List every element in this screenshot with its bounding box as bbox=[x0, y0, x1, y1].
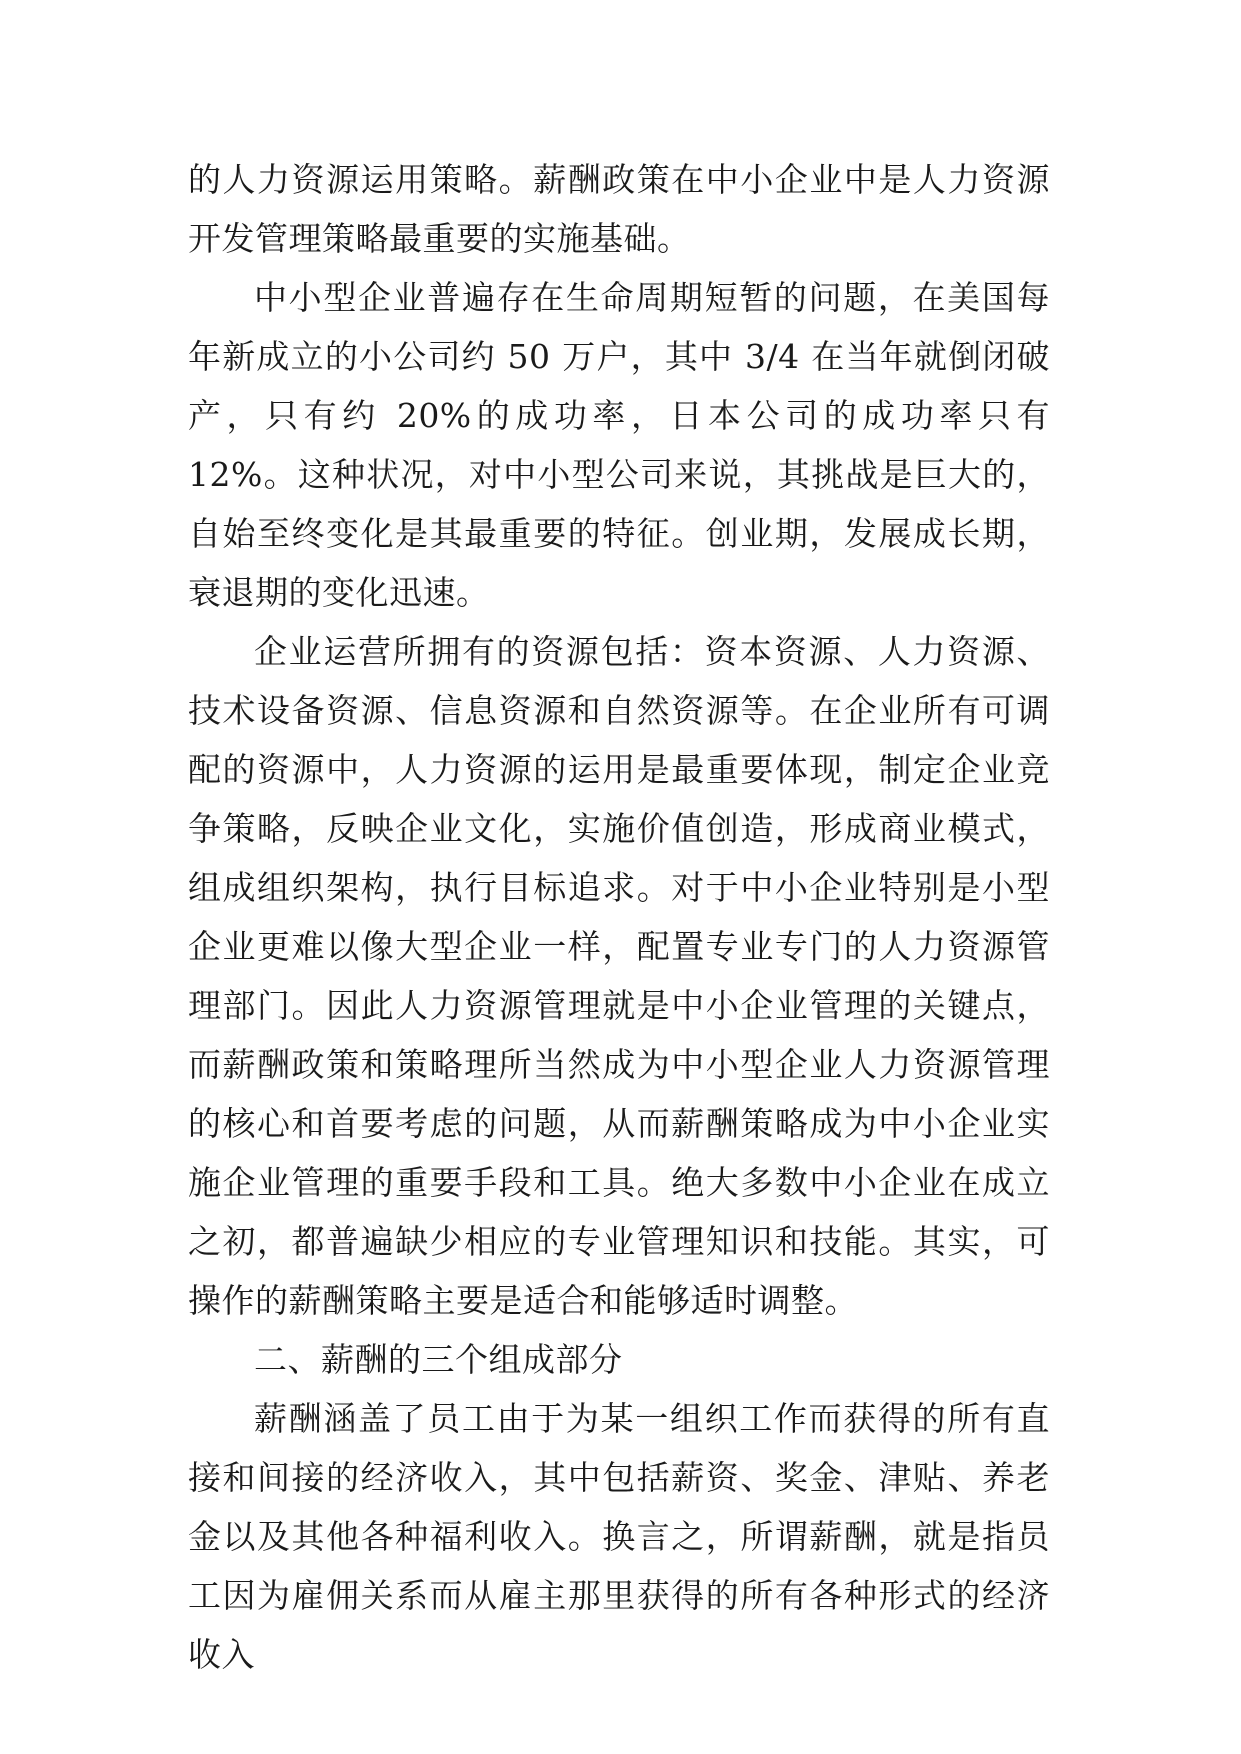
paragraph-life-cycle: 中小型企业普遍存在生命周期短暂的问题，在美国每年新成立的小公司约 50 万户，其中 3/4 在当年就倒闭破产，只有约 20%的成功率，日本公司的成功率只有 12%。这种状况，对中小型公司来说，其挑战是巨大的，自始至终变化是其最重要的特征。创业期，发展成长期，衰退期的变化迅速。 bbox=[188, 278, 1050, 612]
document-page bbox=[188, 150, 1050, 1684]
section-heading: 二、薪酬的三个组成部分 bbox=[254, 1340, 623, 1379]
paragraph-resources: 企业运营所拥有的资源包括：资本资源、人力资源、技术设备资源、信息资源和自然资源等。在企业所有可调配的资源中，人力资源的运用是最重要体现，制定企业竞争策略，反映企业文化，实施价值创造，形成商业模式，组成组织架构，执行目标追求。对于中小企业特别是小型企业更难以像大型企业一样，配置专业专门的人力资源管理部门。因此人力资源管理就是中小企业管理的关键点，而薪酬政策和策略理所当然成为中小型企业人力资源管理的核心和首要考虑的问题，从而薪酬策略成为中小企业实施企业管理的重要手段和工具。绝大多数中小企业在成立之初，都普遍缺少相应的专业管理知识和技能。其实，可操作的薪酬策略主要是适合和能够适时调整。 bbox=[188, 632, 1050, 1320]
paragraph-continuation: 的人力资源运用策略。薪酬政策在中小企业中是人力资源开发管理策略最重要的实施基础。 bbox=[188, 160, 1050, 258]
paragraph-salary-definition: 薪酬涵盖了员工由于为某一组织工作而获得的所有直接和间接的经济收入，其中包括薪资、奖金、津贴、养老金以及其他各种福利收入。换言之，所谓薪酬，就是指员工因为雇佣关系而从雇主那里获得的所有各种形式的经济收入 bbox=[188, 1399, 1050, 1674]
